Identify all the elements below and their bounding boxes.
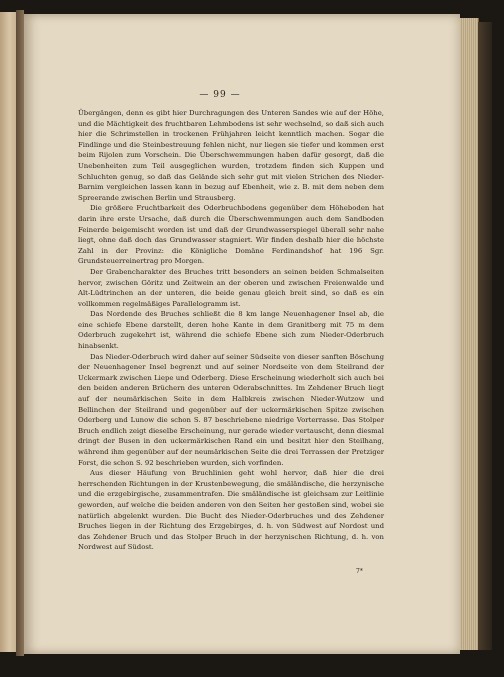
paragraph: Die größere Fruchtbarkeit des Oderbruchbodens gegenüber dem Höheboden hat darin ihre erste Ursache, daß durch die Überschwemmungen auch dem Sandboden Feinerde beigemischt worden ist und daß der Grundwasserspiegel überall sehr nahe liegt, ohne daß doch das Grundwasser stagniert. Wir finden deshalb hier die höchste Zahl in der Provinz: die Königliche Domäne Ferdinandshof hat 196 Sgr. Grundsteuerreinertrag pro Morgen. bbox=[78, 204, 384, 266]
paragraph: Der Grabencharakter des Bruches tritt besonders an seinen beiden Schmalseiten hervor, zwischen Göritz und Zeitwein an der oberen und zwischen Freienwalde und Alt-Lüdtrinchen an der unteren, die beide genau gleich breit sind, so daß es ein vollkommen regelmäßiges Parallelogramm ist. bbox=[78, 267, 384, 308]
book-cover-edge bbox=[478, 22, 492, 650]
paragraph: Das Nieder-Oderbruch wird daher auf seiner Südseite von dieser sanften Böschung der Neuenhagener Insel begrenzt und auf seiner Nordseite von dem Steilrand der Uckermark zwischen Liepe und Oderberg. Diese Erscheinung wiederholt sich auch bei den beiden anderen Brüchern des unteren Oderabschnittes. Im Zehdener Bruch liegt auf der neumärkischen Seite in dem Halbkreis zwischen Nieder-Wutzow und Bellinchen der Steilrand und gegenüber auf der uckermärkischen Spitze zwischen Oderberg und Lunow die schon S. 87 beschriebene niedrige Vorterrasse. Das Stolper Bruch endlich zeigt dieselbe Erscheinung, nur gerade wieder vertauscht, denn diesmal dringt der Busen in den uckermärkischen Rand ein und besitzt hier den Steilhang, während ihm gegenüber auf der neumärkischen Seite die drei Terrassen der Pretziger Forst, die schon S. 92 beschrieben wurden, sich vorfinden. bbox=[78, 352, 384, 467]
left-page-edge bbox=[0, 12, 17, 652]
paragraph: Aus dieser Häufung von Bruchlinien geht wohl hervor, daß hier die drei herrschenden Richtungen in der Krustenbewegung, die smäländische, die herzynische und die erzgebirgische, zusammentrafen. Die smäländische ist gleichsam zur Leitlinie geworden, auf welche die beiden anderen von den Seiten her gestoßen sind, wobei sie natürlich abgelenkt wurden. Die Bucht des Nieder-Oderbruches und des Zehdener Bruches liegen in der Richtung des Erzgebirges, d. h. von Südwest auf Nordost und das Zehdener Bruch und das Stolper Bruch in der herzynischen Richtung, d. h. von Nordwest auf Südost. bbox=[78, 469, 384, 552]
page-stack-edge bbox=[460, 18, 479, 650]
paragraph: Übergängen, denn es gibt hier Durchragungen des Unteren Sandes wie auf der Höhe, und die Mächtigkeit des fruchtbaren Lehmbodens ist sehr wechselnd, so daß sich auch hier die Schrimstellen in trockenen Frühjahren leicht kenntlich machen. Sogar die Findlinge und die Steinbestreuung fehlen nicht, nur liegen sie tiefer und kommen erst beim Rijolen zum Vorschein. Die Überschwemmungen haben dafür gesorgt, daß die Unebenheiten zum Teil ausgeglichen wurden, trotzdem finden sich Kuppen und Schluchten genug, so daß das Gelände sich sehr gut mit vielen Strichen des Nieder-Barnim vergleichen lassen kann in bezug auf Ebenheit, wie z. B. mit dem neben dem Spreerande zwischen Berlin und Strausberg. bbox=[78, 109, 384, 202]
paragraph: Das Nordende des Bruches schließt die 8 km lange Neuenhagener Insel ab, die eine schiefe Ebene darstellt, deren hohe Kante in dem Granitberg mit 75 m dem Oderbruch zugekehrt ist, während die schiefe Ebene sich zum Nieder-Oderbruch hinabsenkt. bbox=[78, 310, 384, 351]
body-text bbox=[78, 108, 384, 553]
printer-signature-mark: 7* bbox=[356, 568, 363, 575]
book-gutter bbox=[16, 10, 24, 656]
page-number: — 99 — bbox=[199, 90, 241, 100]
